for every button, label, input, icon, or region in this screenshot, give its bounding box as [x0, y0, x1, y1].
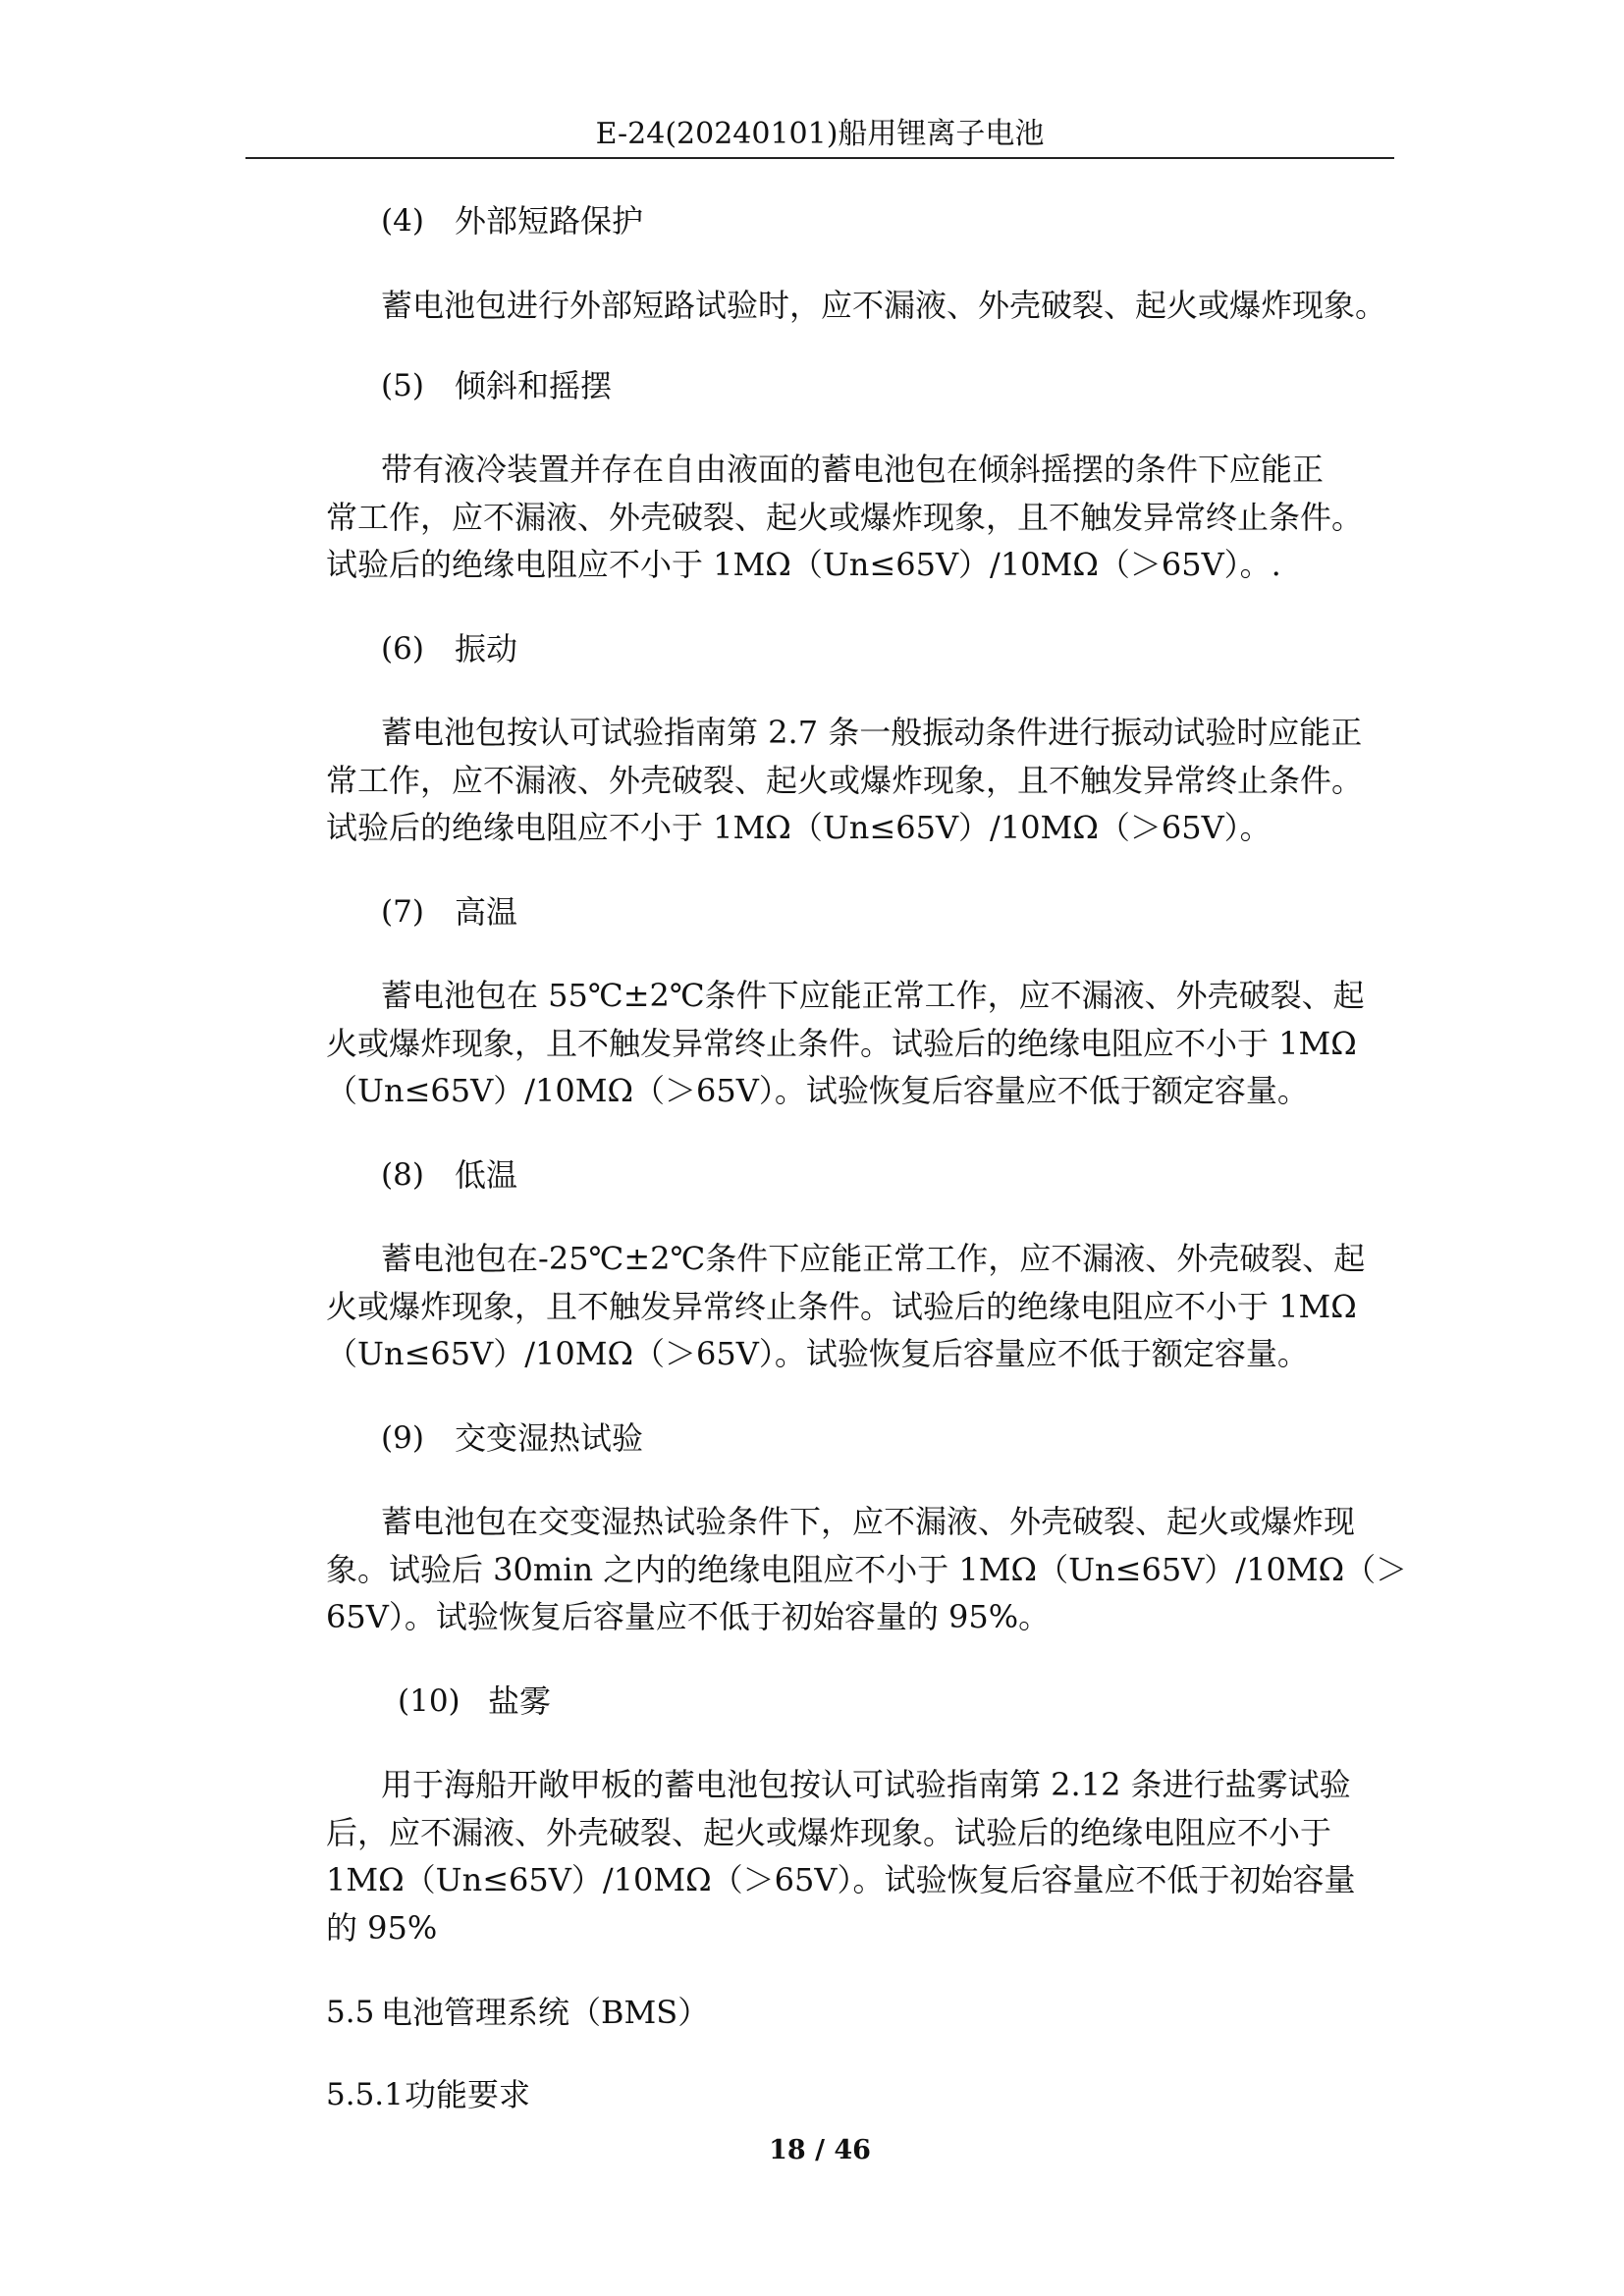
item-number: (9) — [381, 1420, 424, 1456]
paragraph-line: 的 95% — [326, 1909, 438, 1947]
paragraph-line: （Un≤65V）/10MΩ（＞65V）。试验恢复后容量应不低于额定容量。 — [326, 1335, 1309, 1372]
paragraph-line: 蓄电池包在-25℃±2℃条件下应能正常工作，应不漏液、外壳破裂、起 — [381, 1240, 1366, 1277]
paragraph-line: 象。试验后 30min 之内的绝缘电阻应不小于 1MΩ（Un≤65V）/10MΩ（＞ — [326, 1551, 1408, 1588]
paragraph-line: 常工作，应不漏液、外壳破裂、起火或爆炸现象，且不触发异常终止条件。 — [326, 762, 1364, 799]
document-header-title: E-24(20240101)船用锂离子电池 — [595, 117, 1045, 151]
paragraph-line: 蓄电池包在 55℃±2℃条件下应能正常工作，应不漏液、外壳破裂、起 — [381, 977, 1365, 1014]
paragraph-line: 试验后的绝缘电阻应不小于 1MΩ（Un≤65V）/10MΩ（＞65V）。. — [326, 546, 1281, 583]
paragraph-line: 蓄电池包按认可试验指南第 2.7 条一般振动条件进行振动试验时应能正 — [381, 714, 1363, 751]
paragraph-line: 65V）。试验恢复后容量应不低于初始容量的 95%。 — [326, 1598, 1051, 1635]
paragraph-line: 带有液冷装置并存在自由液面的蓄电池包在倾斜摇摆的条件下应能正 — [381, 451, 1325, 488]
paragraph-line: 火或爆炸现象，且不触发异常终止条件。试验后的绝缘电阻应不小于 1MΩ — [326, 1025, 1357, 1062]
paragraph-line: 后，应不漏液、外壳破裂、起火或爆炸现象。试验后的绝缘电阻应不小于 — [326, 1814, 1332, 1851]
section-number: 5.5 — [326, 1995, 375, 2030]
paragraph-line: 蓄电池包在交变湿热试验条件下，应不漏液、外壳破裂、起火或爆炸现 — [381, 1503, 1356, 1540]
item-title: 交变湿热试验 — [455, 1419, 644, 1457]
paragraph-line: 蓄电池包进行外部短路试验时，应不漏液、外壳破裂、起火或爆炸现象。 — [381, 287, 1387, 324]
item-number: (8) — [381, 1157, 424, 1193]
item-title: 高温 — [455, 893, 518, 931]
paragraph-line: （Un≤65V）/10MΩ（＞65V）。试验恢复后容量应不低于额定容量。 — [326, 1072, 1309, 1109]
paragraph-line: 用于海船开敞甲板的蓄电池包按认可试验指南第 2.12 条进行盐雾试验 — [381, 1766, 1351, 1803]
item-title: 倾斜和摇摆 — [455, 367, 613, 404]
item-number: (4) — [381, 203, 424, 239]
item-number: (7) — [381, 894, 424, 930]
item-number: (10) — [398, 1683, 460, 1719]
page-number: 18 / 46 — [769, 2135, 871, 2165]
paragraph-line: 火或爆炸现象，且不触发异常终止条件。试验后的绝缘电阻应不小于 1MΩ — [326, 1288, 1357, 1325]
item-title: 低温 — [455, 1156, 518, 1194]
item-number: (6) — [381, 631, 424, 667]
paragraph-line: 1MΩ（Un≤65V）/10MΩ（＞65V）。试验恢复后容量应不低于初始容量 — [326, 1861, 1356, 1898]
section-title: 电池管理系统（BMS） — [381, 1994, 710, 2031]
paragraph-line: 常工作，应不漏液、外壳破裂、起火或爆炸现象，且不触发异常终止条件。 — [326, 499, 1364, 536]
item-title: 盐雾 — [488, 1682, 552, 1720]
item-number: (5) — [381, 368, 424, 403]
item-title: 振动 — [455, 630, 518, 667]
header-divider — [245, 157, 1394, 159]
subsection-title: 功能要求 — [405, 2076, 531, 2113]
item-title: 外部短路保护 — [455, 202, 644, 240]
subsection-number: 5.5.1 — [326, 2077, 404, 2112]
paragraph-line: 试验后的绝缘电阻应不小于 1MΩ（Un≤65V）/10MΩ（＞65V）。 — [326, 809, 1272, 846]
